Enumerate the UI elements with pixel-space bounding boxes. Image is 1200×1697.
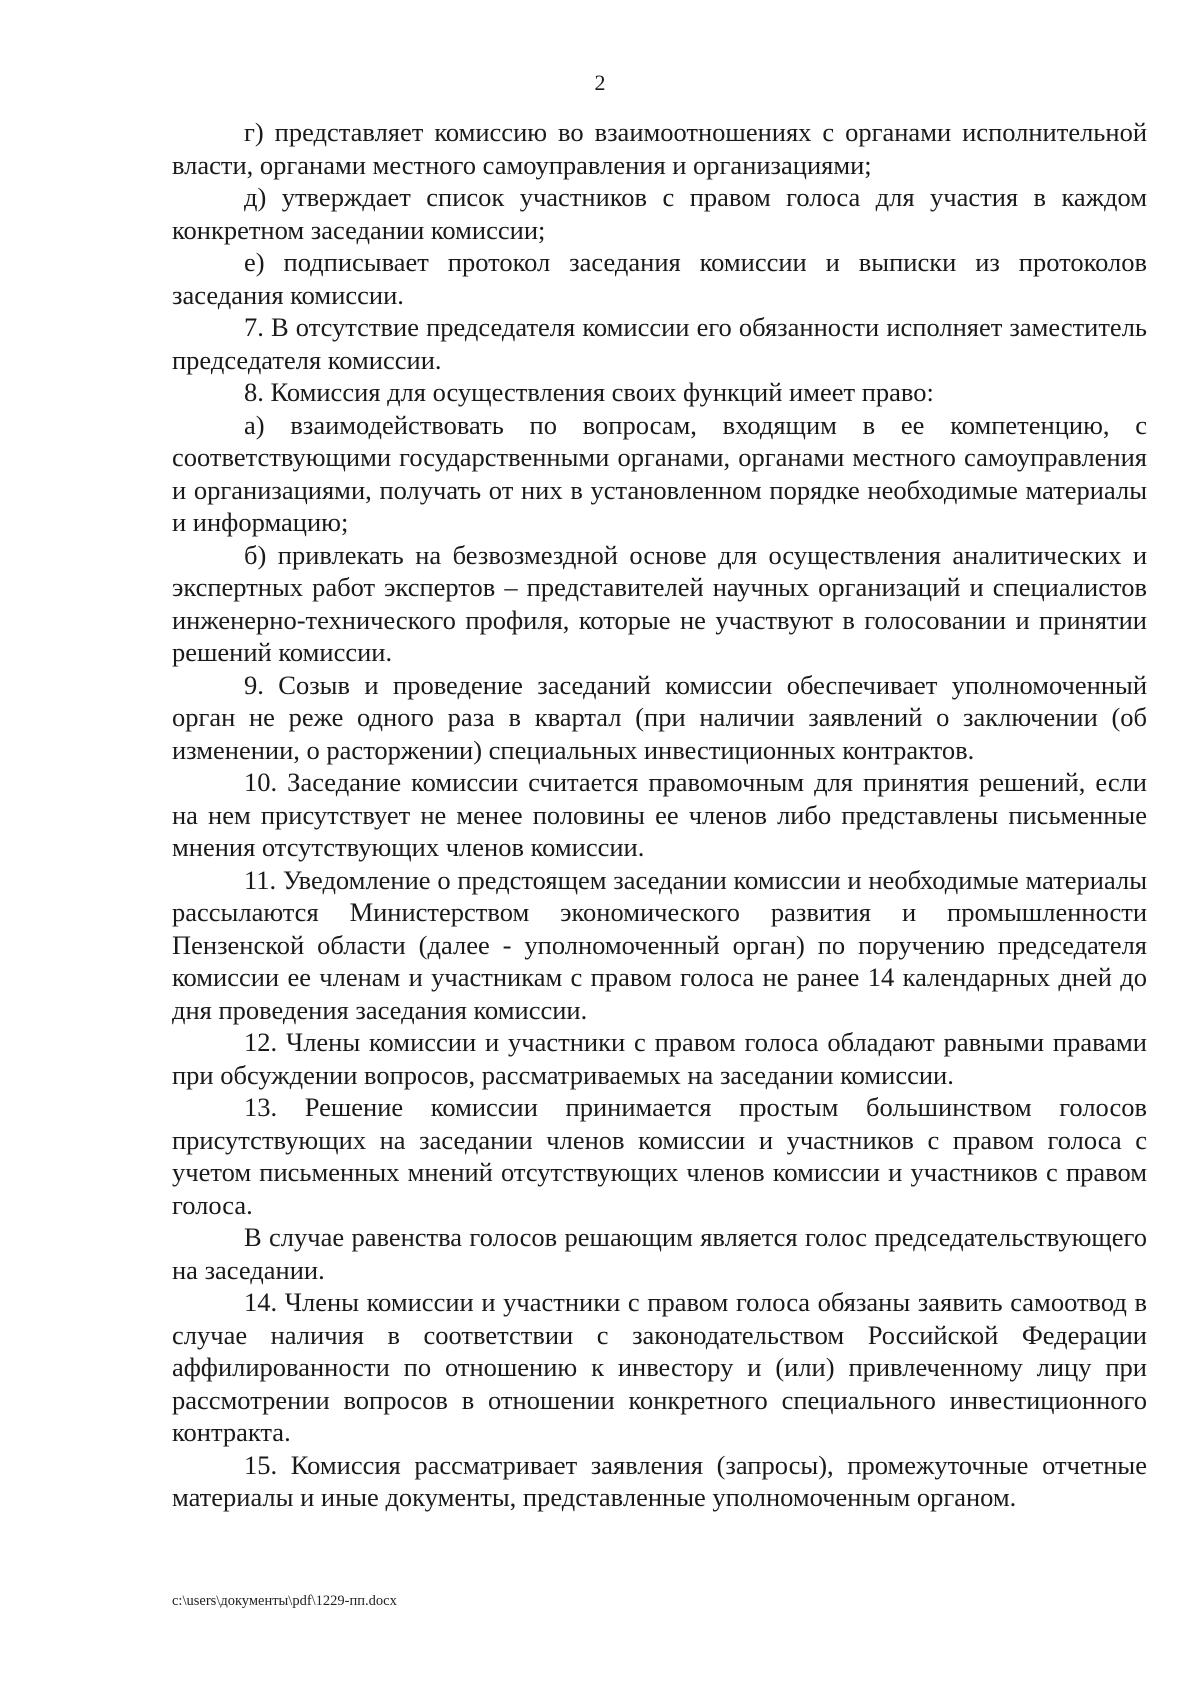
paragraph-11: 11. Уведомление о предстоящем заседании комиссии и необходимые материалы рассылаются Министерством экономического развития и промышленности Пензенской области (далее - уполномоченный орган) по поручению председателя комиссии ее членам и участникам с правом голоса не ранее 14 календарных дней до дня проведения заседания комиссии. xyxy=(172,864,1147,1025)
document-body xyxy=(172,116,1147,1514)
paragraph-8b: б) привлекать на безвозмездной основе для осуществления аналитических и экспертных работ экспертов – представителей научных организаций и специалистов инженерно-технического профиля, которые не участвуют в голосовании и принятии решений комиссии. xyxy=(172,539,1147,667)
paragraph-d: д) утверждает список участников с правом голоса для участия в каждом конкретном заседании комиссии; xyxy=(172,182,1147,245)
paragraph-9: 9. Созыв и проведение заседаний комиссии обеспечивает уполномоченный орган не реже одного раза в квартал (при наличии заявлений о заключении (об изменении, о расторжении) специальных инвестиционных контрактов. xyxy=(172,669,1147,765)
paragraph-13-tie: В случае равенства голосов решающим является голос председательствующего на заседании. xyxy=(172,1222,1147,1285)
paragraph-10: 10. Заседание комиссии считается правомочным для принятия решений, если на нем присутствует не менее половины ее членов либо представлены письменные мнения отсутствующих членов комиссии. xyxy=(172,767,1147,862)
paragraph-g: г) представляет комиссию во взаимоотношениях с органами исполнительной власти, органами местного самоуправления и организациями; xyxy=(172,117,1147,180)
paragraph-7: 7. В отсутствие председателя комиссии его обязанности исполняет заместитель председателя комиссии. xyxy=(172,312,1147,375)
page-number: 2 xyxy=(594,70,606,95)
paragraph-8: 8. Комиссия для осуществления своих функций имеет право: xyxy=(244,377,934,407)
paragraph-14: 14. Члены комиссии и участники с правом голоса обязаны заявить самоотвод в случае наличия в соответствии с законодательством Российской Федерации аффилированности по отношению к инвестору и (или) привлеченному лицу при рассмотрении вопросов в отношении конкретного специального инвестиционного контракта. xyxy=(172,1287,1147,1447)
paragraph-15: 15. Комиссия рассматривает заявления (запросы), промежуточные отчетные материалы и иные документы, представленные уполномоченным органом. xyxy=(172,1449,1147,1512)
paragraph-e: е) подписывает протокол заседания комиссии и выписки из протоколов заседания комиссии. xyxy=(172,247,1147,310)
paragraph-13: 13. Решение комиссии принимается простым большинством голосов присутствующих на заседании членов комиссии и участников с правом голоса с учетом письменных мнений отсутствующих членов комиссии и участников с правом голоса. xyxy=(172,1092,1147,1220)
footer-file-path: c:\users\документы\pdf\1229-пп.docx xyxy=(172,1593,397,1609)
paragraph-12: 12. Члены комиссии и участники с правом голоса обладают равными правами при обсуждении вопросов, рассматриваемых на заседании комиссии. xyxy=(172,1027,1147,1090)
paragraph-8a: а) взаимодействовать по вопросам, входящим в ее компетенцию, с соответствующими государственными органами, органами местного самоуправления и организациями, получать от них в установленном порядке необходимые материалы и информацию; xyxy=(172,409,1147,537)
